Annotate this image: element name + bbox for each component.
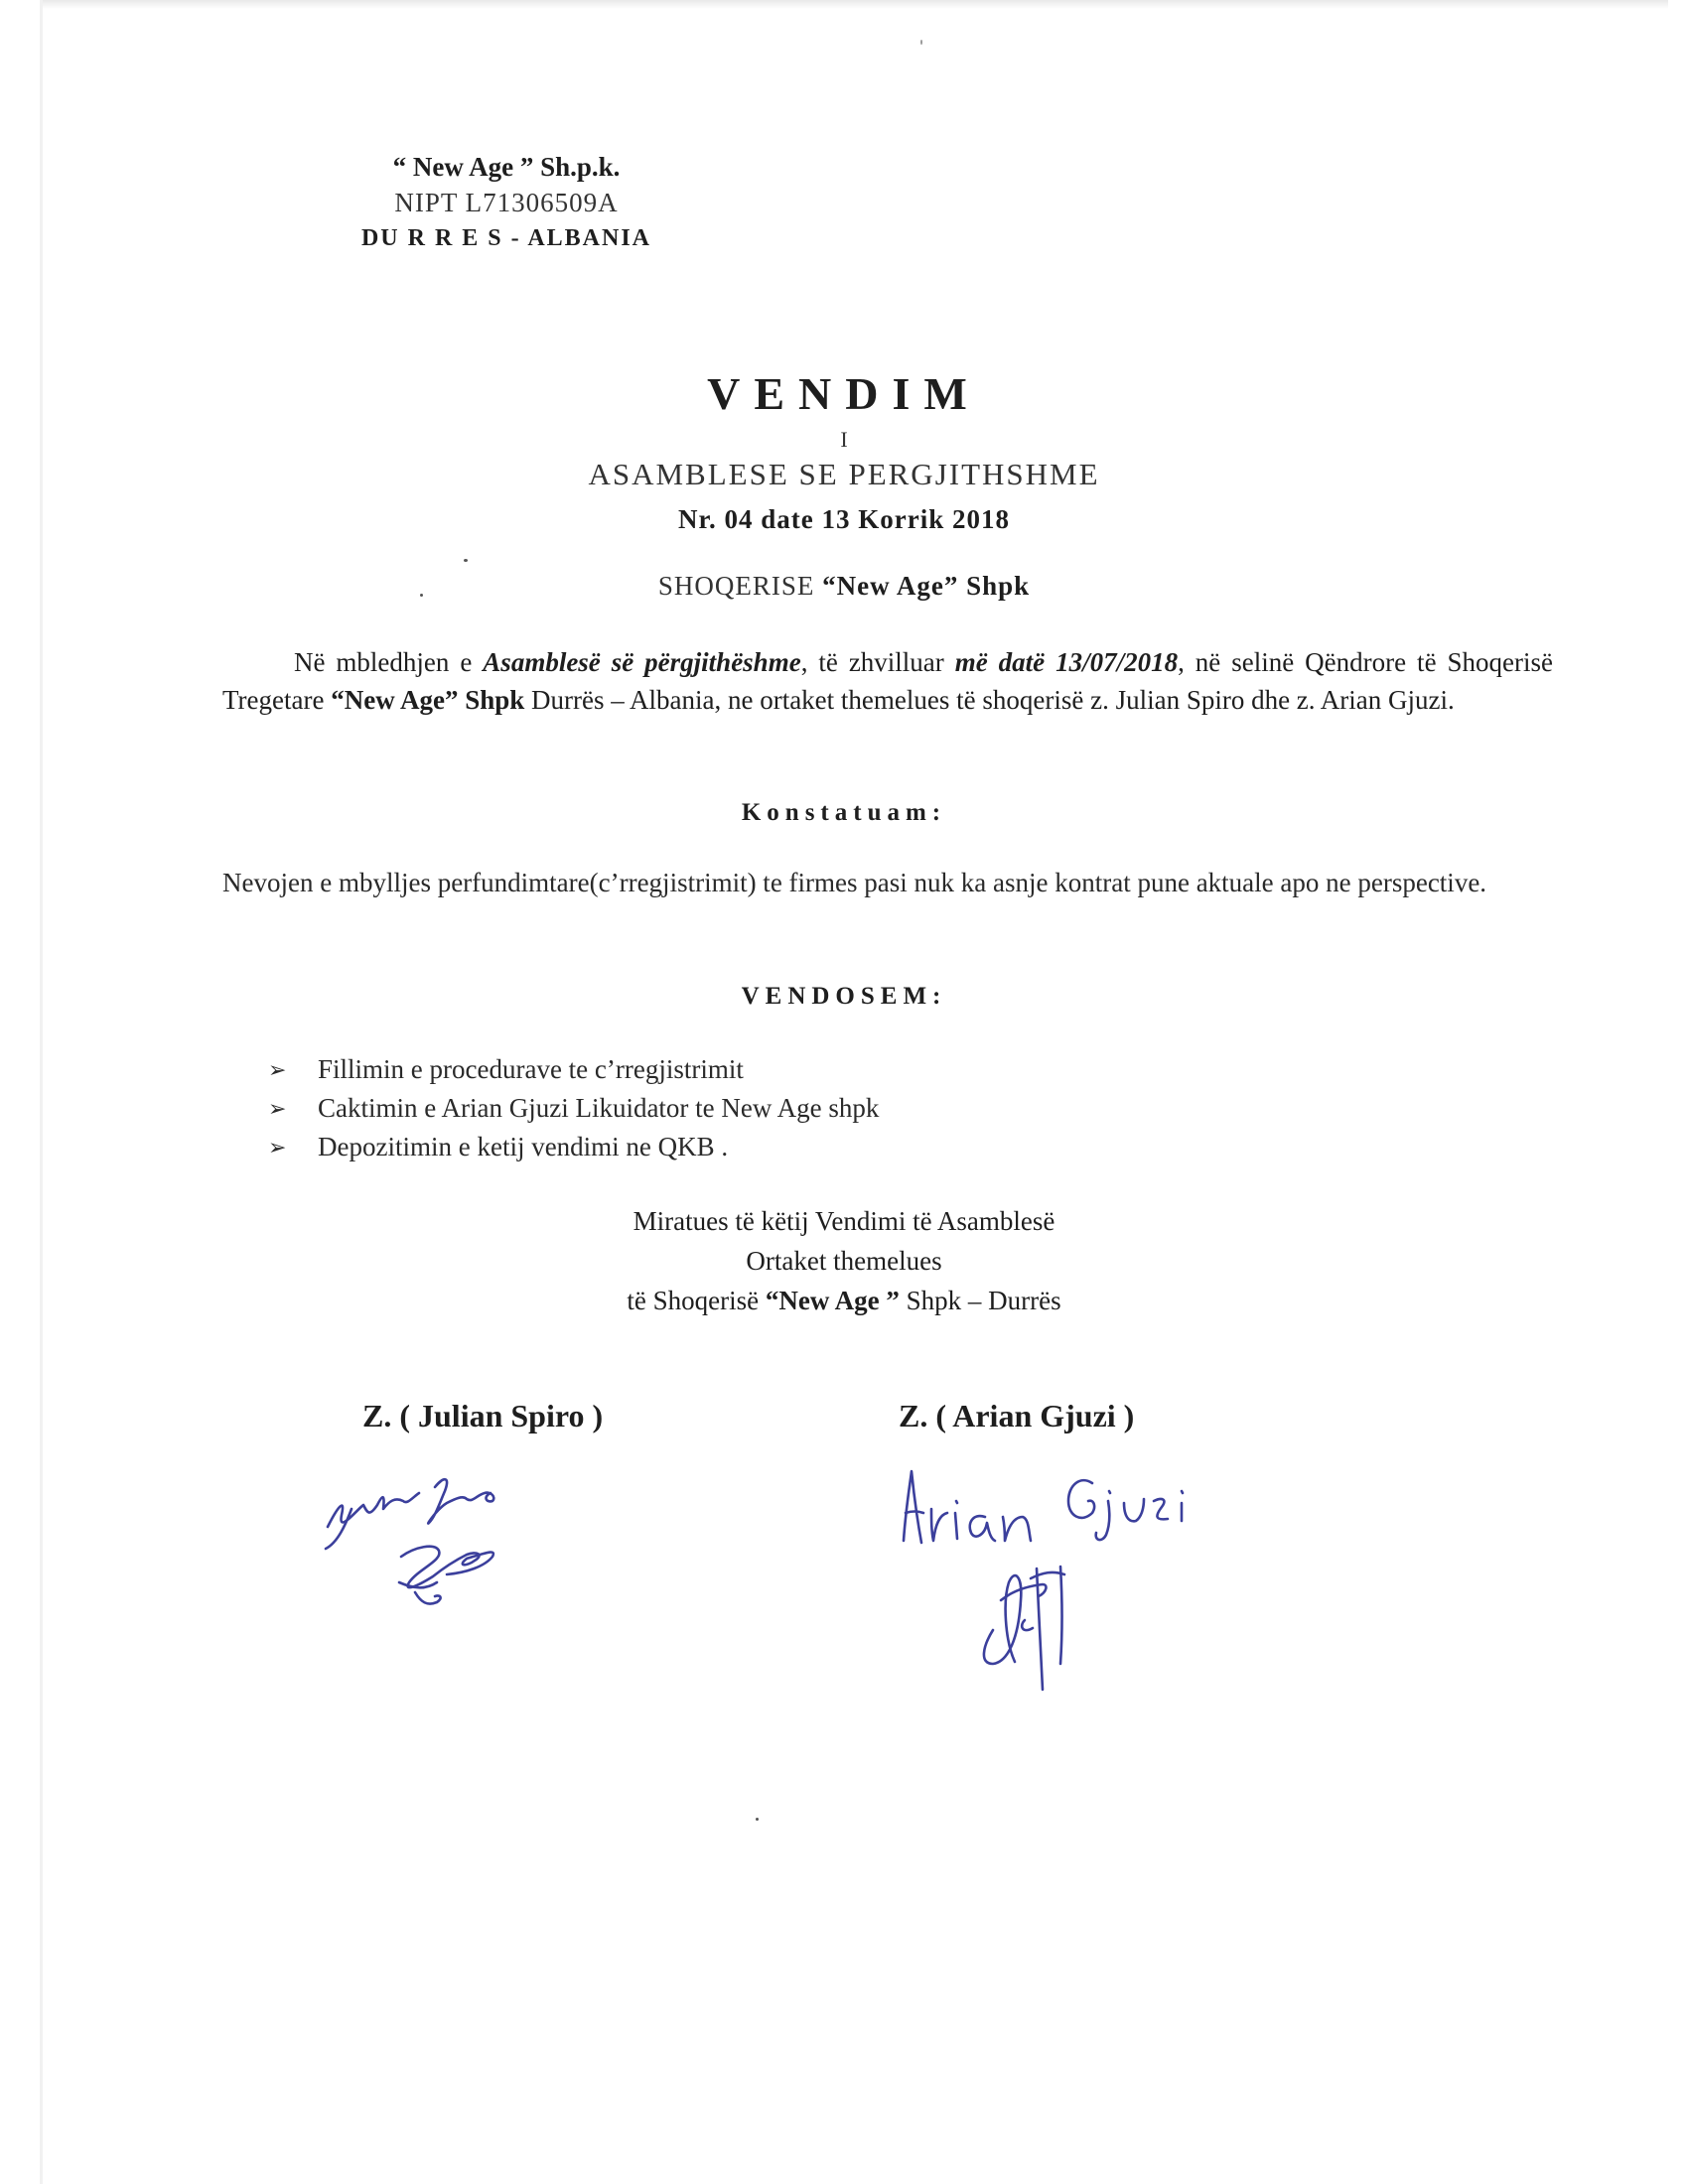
signature-arian-gjuzi <box>894 1451 1211 1709</box>
decision-number: Nr. 04 date 13 Korrik 2018 <box>678 504 1010 534</box>
society-prefix: SHOQERISE <box>657 571 815 601</box>
company-nipt: NIPT L71306509A <box>394 188 619 217</box>
company-name-bold: “New Age” Shpk <box>331 685 525 715</box>
assembly-name-italic: Asamblesë së përgjithëshme <box>483 647 801 677</box>
approval-line: Miratues të këtij Vendimi të Asamblesë <box>633 1206 1055 1236</box>
arrow-bullet-icon: ➢ <box>268 1135 287 1160</box>
signer-name-julian: Z. ( Julian Spiro ) <box>362 1398 604 1433</box>
decision-text: Depozitimin e ketij vendimi ne QKB . <box>318 1132 729 1161</box>
arrow-bullet-icon: ➢ <box>268 1096 287 1121</box>
approval-prefix: të Shoqerisë <box>627 1286 766 1315</box>
scan-speck <box>756 1818 759 1821</box>
konstatuam-text: Nevojen e mbylljes perfundimtare(c’rregjistrimit) te firmes pasi nuk ka asnje kontrat pune aktuale apo ne perspective. <box>222 868 1487 897</box>
konstatuam-heading: Konstatuam: <box>741 799 947 826</box>
scan-speck <box>920 40 922 45</box>
scan-speck <box>464 559 468 562</box>
approval-line <box>0 1281 1688 1320</box>
signer-name-arian: Z. ( Arian Gjuzi ) <box>899 1398 1135 1433</box>
arrow-bullet-icon: ➢ <box>268 1057 287 1082</box>
title-connector: I <box>840 427 848 452</box>
list-item <box>268 1050 879 1089</box>
list-item <box>268 1089 879 1128</box>
vendosem-heading: VENDOSEM: <box>741 983 947 1010</box>
signature-julian-spiro <box>318 1457 576 1626</box>
approval-line: Ortaket themelues <box>746 1246 942 1276</box>
list-item <box>268 1128 879 1166</box>
approval-company: “New Age ” <box>765 1286 900 1315</box>
paragraph-text: , të zhvilluar <box>800 647 955 677</box>
company-header <box>318 149 695 256</box>
decision-text: Fillimin e procedurave te c’rregjistrimit <box>318 1054 744 1084</box>
approval-block <box>0 1201 1688 1320</box>
society-name: “New Age” Shpk <box>822 571 1031 601</box>
scan-top-edge <box>40 0 1668 9</box>
decision-list <box>268 1050 879 1166</box>
paragraph-text: Durrës – Albania, ne ortaket themelues të shoqerisë z. Julian Spiro dhe z. Arian Gjuzi. <box>524 685 1455 715</box>
company-city: DU R R E S - ALBANIA <box>360 225 652 251</box>
assembly-title: ASAMBLESE SE PERGJITHSHME <box>588 457 1100 491</box>
scan-left-edge <box>40 0 43 2184</box>
meeting-paragraph <box>222 643 1553 719</box>
decision-text: Caktimin e Arian Gjuzi Likuidator te New Age shpk <box>318 1093 880 1123</box>
meeting-date-italic: më datë 13/07/2018 <box>954 647 1179 677</box>
paragraph-text: , në selinë Qëndrore të Shoqerisë Tregetare <box>222 647 1553 715</box>
company-name: “ New Age ” Sh.p.k. <box>392 152 621 182</box>
document-title: VENDIM <box>707 368 981 419</box>
society-line <box>0 571 1688 602</box>
paragraph-text: Në mbledhjen e <box>294 647 484 677</box>
approval-suffix: Shpk – Durrës <box>899 1286 1061 1315</box>
